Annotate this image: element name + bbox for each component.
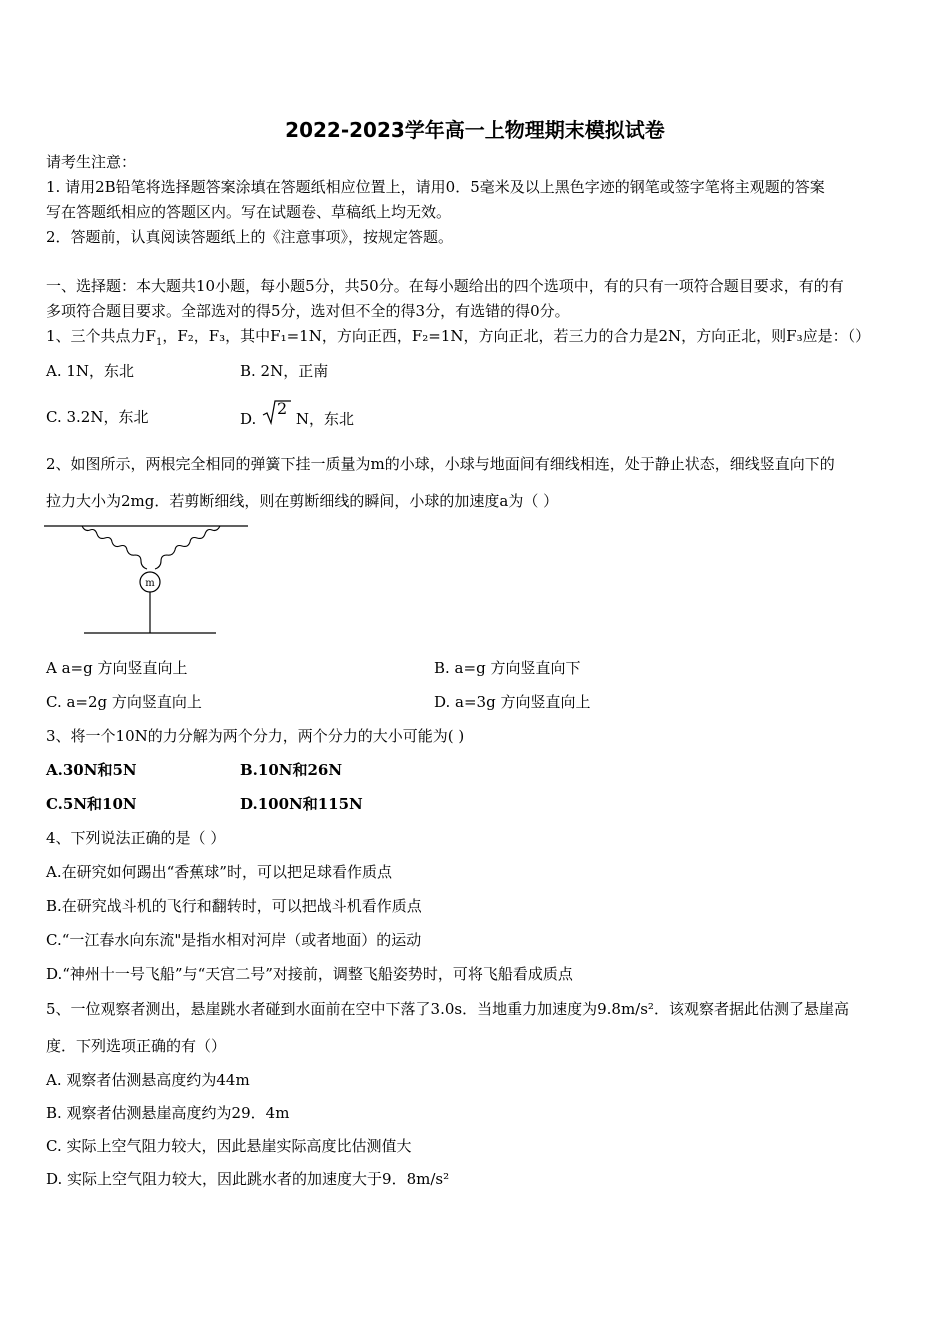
- sqrt-radicand: 2: [277, 399, 288, 418]
- question-5-option-b: B. 观察者估测悬崖高度约为29．4m: [46, 1104, 290, 1122]
- question-3-stem: 3、将一个10N的力分解为两个分力，两个分力的大小可能为( ): [46, 727, 465, 745]
- notice-heading: 请考生注意：: [46, 153, 137, 171]
- section-instruction-1: 一、选择题：本大题共10小题，每小题5分，共50分。在每小题给出的四个选项中，有的只有一项符合题目要求，有的有: [46, 277, 844, 295]
- question-1-option-c: C. 3.2N，东北: [46, 408, 149, 426]
- question-5-option-a: A. 观察者估测悬高度约为44m: [46, 1071, 250, 1089]
- left-spring: [82, 526, 147, 569]
- question-1-option-a: A. 1N，东北: [46, 362, 135, 380]
- question-1-prefix: 1、三个共点力F: [46, 327, 156, 345]
- question-2-option-b: B. a=g 方向竖直向下: [434, 659, 581, 677]
- question-2-line-2: 拉力大小为2mg．若剪断细线，则在剪断细线的瞬间，小球的加速度a为（ ）: [46, 492, 559, 510]
- question-3-option-a: A.30N和5N: [46, 761, 137, 779]
- question-4-option-c: C.“一江春水向东流"是指水相对河岸（或者地面）的运动: [46, 931, 422, 949]
- question-1-option-d: [240, 399, 354, 433]
- section-instruction-2: 多项符合题目要求。全部选对的得5分，选对但不全的得3分，有选错的得0分。: [46, 302, 570, 320]
- question-2-line-1: 2、如图所示，两根完全相同的弹簧下挂一质量为m的小球，小球与地面间有细线相连，处于静止状态，细线竖直向下的: [46, 455, 835, 473]
- question-3-option-c: C.5N和10N: [46, 795, 137, 813]
- question-5-line-1: 5、一位观察者测出，悬崖跳水者碰到水面前在空中下落了3.0s．当地重力加速度为9.8m/s²．该观察者据此估测了悬崖高: [46, 1000, 849, 1018]
- question-3-option-d: D.100N和115N: [240, 795, 363, 813]
- question-1-text: ，F₂，F₃，其中F₁=1N，方向正西，F₂=1N，方向正北，若三力的合力是2N，方向正北，则F₃应是：（）: [162, 327, 871, 345]
- notice-line-1: 1. 请用2B铅笔将选择题答案涂填在答题纸相应位置上，请用0．5毫米及以上黑色字迹的钢笔或签字笔将主观题的答案: [46, 178, 825, 196]
- question-1-stem: 1、三个共点力$F_1$，F₂，F₃，其中F₁=1N，方向正西，F₂=1N，方向正北，若三力的合力是2N，方向正北，则F₃应是：（）: [46, 327, 871, 348]
- spring-ball-figure: [44, 518, 254, 640]
- question-4-option-b: B.在研究战斗机的飞行和翻转时，可以把战斗机看作质点: [46, 897, 422, 915]
- notice-line-2: 写在答题纸相应的答题区内。写在试题卷、草稿纸上均无效。: [46, 203, 452, 221]
- question-2-option-d: D. a=3g 方向竖直向上: [434, 693, 591, 711]
- ball-label: m: [145, 578, 155, 589]
- question-4-stem: 4、下列说法正确的是（ ）: [46, 829, 226, 847]
- right-spring: [155, 526, 220, 569]
- question-1-option-d-prefix: D.: [240, 410, 257, 428]
- question-4-option-a: A.在研究如何踢出“香蕉球”时，可以把足球看作质点: [46, 863, 392, 881]
- notice-line-3: 2．答题前，认真阅读答题纸上的《注意事项》，按规定答题。: [46, 228, 454, 246]
- question-2-option-c: C. a=2g 方向竖直向上: [46, 693, 202, 711]
- sqrt-symbol: [261, 399, 291, 433]
- question-3-option-b: B.10N和26N: [240, 761, 343, 779]
- question-1-option-b: B. 2N，正南: [240, 362, 329, 380]
- question-1-option-d-suffix: N，东北: [295, 410, 354, 428]
- question-2-option-a: A a=g 方向竖直向上: [46, 659, 188, 677]
- question-5-option-c: C. 实际上空气阻力较大，因此悬崖实际高度比估测值大: [46, 1137, 412, 1155]
- question-4-option-d: D.“神州十一号飞船”与“天宫二号”对接前，调整飞船姿势时，可将飞船看成质点: [46, 965, 573, 983]
- question-5-option-d: D. 实际上空气阻力较大，因此跳水者的加速度大于9．8m/s²: [46, 1170, 450, 1188]
- question-5-line-2: 度．下列选项正确的有（）: [46, 1037, 227, 1055]
- page-title: 2022-2023学年高一上物理期末模拟试卷: [285, 118, 665, 142]
